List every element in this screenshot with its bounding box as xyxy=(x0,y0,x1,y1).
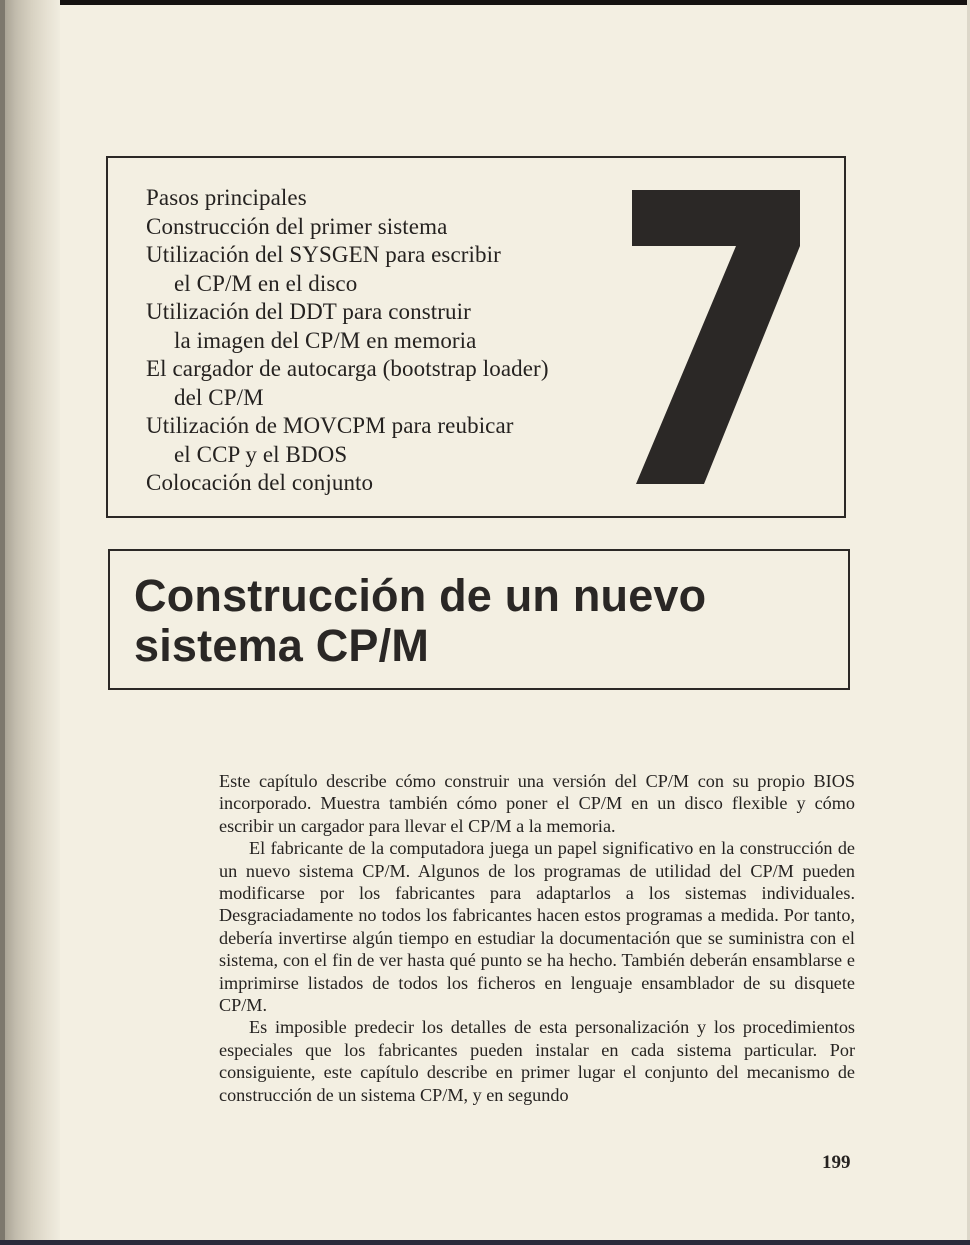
contents-item: del CP/M xyxy=(174,384,264,410)
scan-left-edge xyxy=(0,0,5,1245)
chapter-title-box xyxy=(108,549,850,690)
chapter-number-seven xyxy=(628,184,808,486)
body-paragraph: Este capítulo describe cómo construir una versión del CP/M con su propio BIOS incorporado. Muestra también cómo poner el CP/M en un disco flexible y cómo escribir un cargador para llevar el CP/M a la memoria. xyxy=(219,771,855,836)
body-paragraph: Es imposible predecir los detalles de esta personalización y los procedimientos especiales que los fabricantes pueden instalar en cada sistema particular. Por consiguiente, este capítulo describe en primer lugar el conjunto del mecanismo de construcción de un sistema CP/M, y en segundo xyxy=(219,1017,855,1105)
chapter-contents-box xyxy=(106,156,846,518)
chapter-title-line-2: sistema CP/M xyxy=(134,620,430,671)
body-paragraph: El fabricante de la computadora juega un papel significativo en la construcción de un nuevo sistema CP/M. Algunos de los programas de utilidad del CP/M pueden modificarse por los fabricantes para adaptarlos a los sistemas individuales. Desgraciadamente no todos los fabricantes hacen estos programas a medida. Por tanto, debería invertirse algún tiempo en estudiar la documentación que se suministra con el sistema, con el fin de ver hasta qué punto se ha hecho. También deberán ensamblarse e imprimirse listados de todos los ficheros en lenguaje ensamblador de su disquete CP/M. xyxy=(219,838,855,1016)
scan-top-edge xyxy=(0,0,970,5)
scan-bottom-edge xyxy=(0,1240,970,1245)
contents-item: Colocación del conjunto xyxy=(146,470,374,495)
contents-item: el CCP y el BDOS xyxy=(174,441,348,467)
chapter-title xyxy=(134,571,706,671)
page-number: 199 xyxy=(822,1152,851,1173)
chapter-contents-list xyxy=(146,184,549,498)
chapter-numeral-shape xyxy=(632,190,800,484)
contents-item: Pasos principales xyxy=(146,185,307,210)
book-gutter-shadow xyxy=(0,0,60,1245)
contents-item: el CP/M en el disco xyxy=(174,270,358,296)
contents-item: Utilización del DDT para construir xyxy=(146,299,471,324)
chapter-title-line-1: Construcción de un nuevo xyxy=(134,570,707,621)
contents-item: Utilización de MOVCPM para reubicar xyxy=(146,413,514,438)
contents-item: El cargador de autocarga (bootstrap loader) xyxy=(146,356,549,381)
contents-item: Utilización del SYSGEN para escribir xyxy=(146,242,501,267)
contents-item: Construcción del primer sistema xyxy=(146,213,448,239)
body-text xyxy=(219,770,855,1106)
contents-item: la imagen del CP/M en memoria xyxy=(174,327,477,353)
